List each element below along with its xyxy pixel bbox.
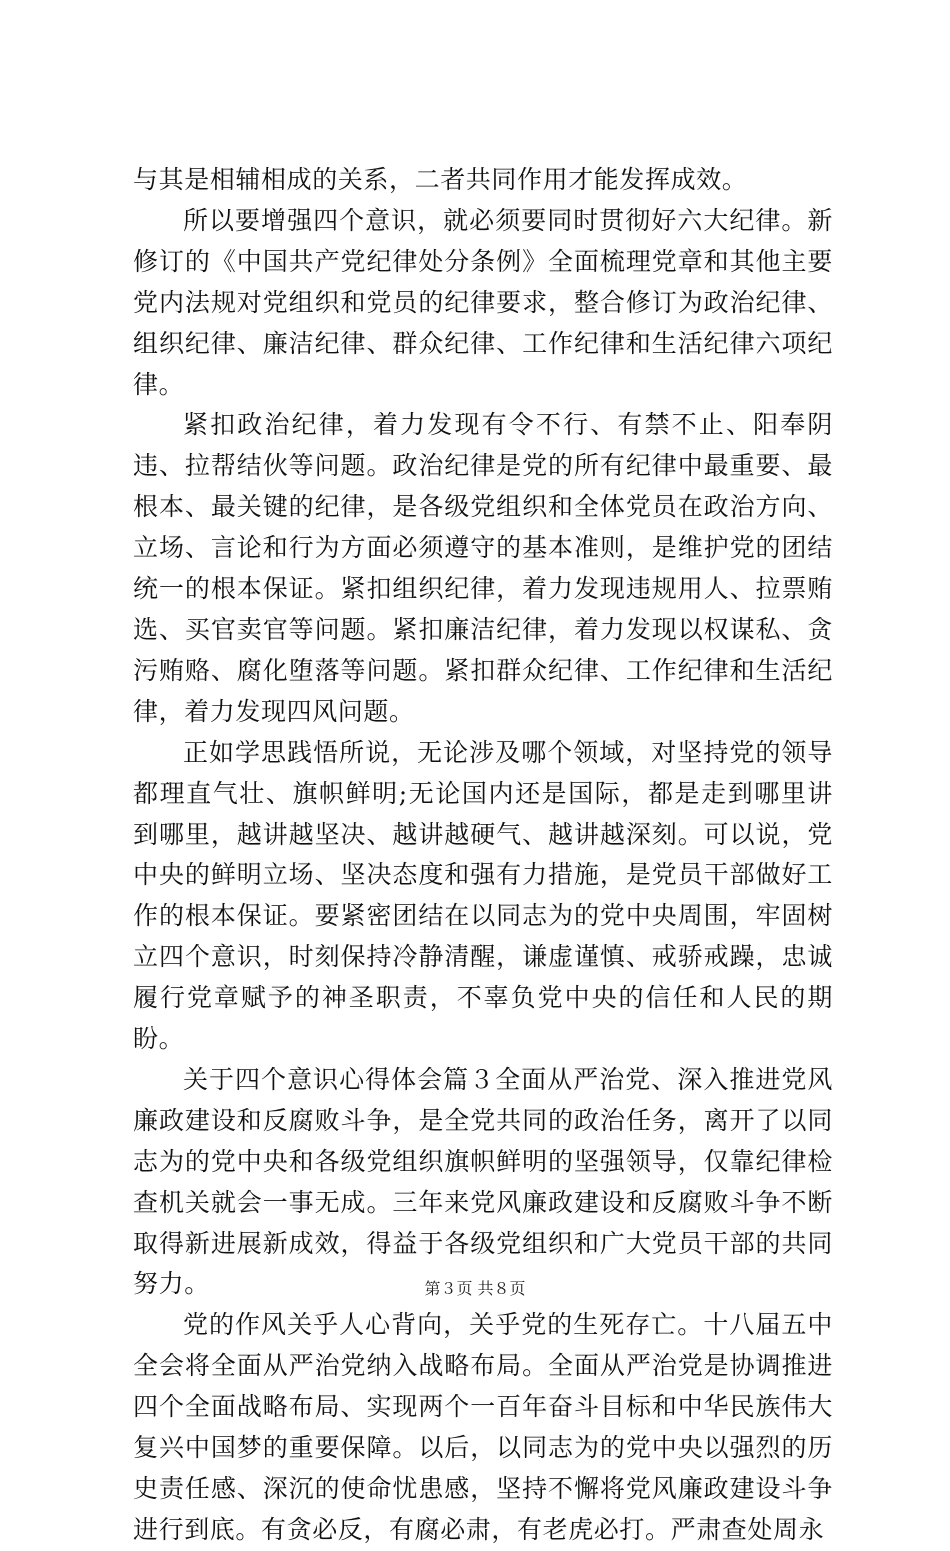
paragraph-6: 党的作风关乎人心背向，关乎党的生死存亡。十八届五中全会将全面从严治党纳入战略布局。全面从严治党是协调推进四个全面战略布局、实现两个一百年奋斗目标和中华民族伟大复兴中国梦的重要保障。以后，以同志为的党中央以强烈的历史责任感、深沉的使命忧患感，坚持不懈将党风廉政建设斗争进行到底。有贪必反，有腐必肃，有老虎必打。严肃查处周永 bbox=[133, 1310, 833, 1544]
paragraph-4: 正如学思践悟所说，无论涉及哪个领域，对坚持党的领导都理直气壮、旗帜鲜明;无论国内还是国际，都是走到哪里讲到哪里，越讲越坚决、越讲越硬气、越讲越深刻。可以说，党中央的鲜明立场、坚决态度和强有力措施，是党员干部做好工作的根本保证。要紧密团结在以同志为的党中央周围，牢固树立四个意识，时刻保持冷静清醒，谦虚谨慎、戒骄戒躁，忠诚履行党章赋予的神圣职责，不辜负党中央的信任和人民的期盼。 bbox=[133, 737, 833, 1054]
paragraph-5: 关于四个意识心得体会篇３全面从严治党、深入推进党风廉政建设和反腐败斗争，是全党共同的政治任务，离开了以同志为的党中央和各级党组织旗帜鲜明的坚强领导，仅靠纪律检查机关就会一事无成。三年来党风廉政建设和反腐败斗争不断取得新进展新成效，得益于各级党组织和广大党员干部的共同努力。 bbox=[133, 1064, 833, 1299]
paragraph-1: 与其是相辅相成的关系，二者共同作用才能发挥成效。 bbox=[133, 165, 748, 194]
document-body bbox=[133, 160, 833, 1551]
paragraph-3: 紧扣政治纪律，着力发现有令不行、有禁不止、阳奉阴违、拉帮结伙等问题。政治纪律是党的所有纪律中最重要、最根本、最关键的纪律，是各级党组织和全体党员在政治方向、立场、言论和行为方面必须遵守的基本准则，是维护党的团结统一的根本保证。紧扣组织纪律，着力发现违规用人、拉票贿选、买官卖官等问题。紧扣廉洁纪律，着力发现以权谋私、贪污贿赂、腐化堕落等问题。紧扣群众纪律、工作纪律和生活纪律，着力发现四风问题。 bbox=[133, 410, 833, 726]
page-number-footer: 第３页 共８页 bbox=[424, 1279, 526, 1298]
paragraph-2: 所以要增强四个意识，就必须要同时贯彻好六大纪律。新修订的《中国共产党纪律处分条例》全面梳理党章和其他主要党内法规对党组织和党员的纪律要求，整合修订为政治纪律、组织纪律、廉洁纪律、群众纪律、工作纪律和生活纪律六项纪律。 bbox=[133, 205, 833, 399]
